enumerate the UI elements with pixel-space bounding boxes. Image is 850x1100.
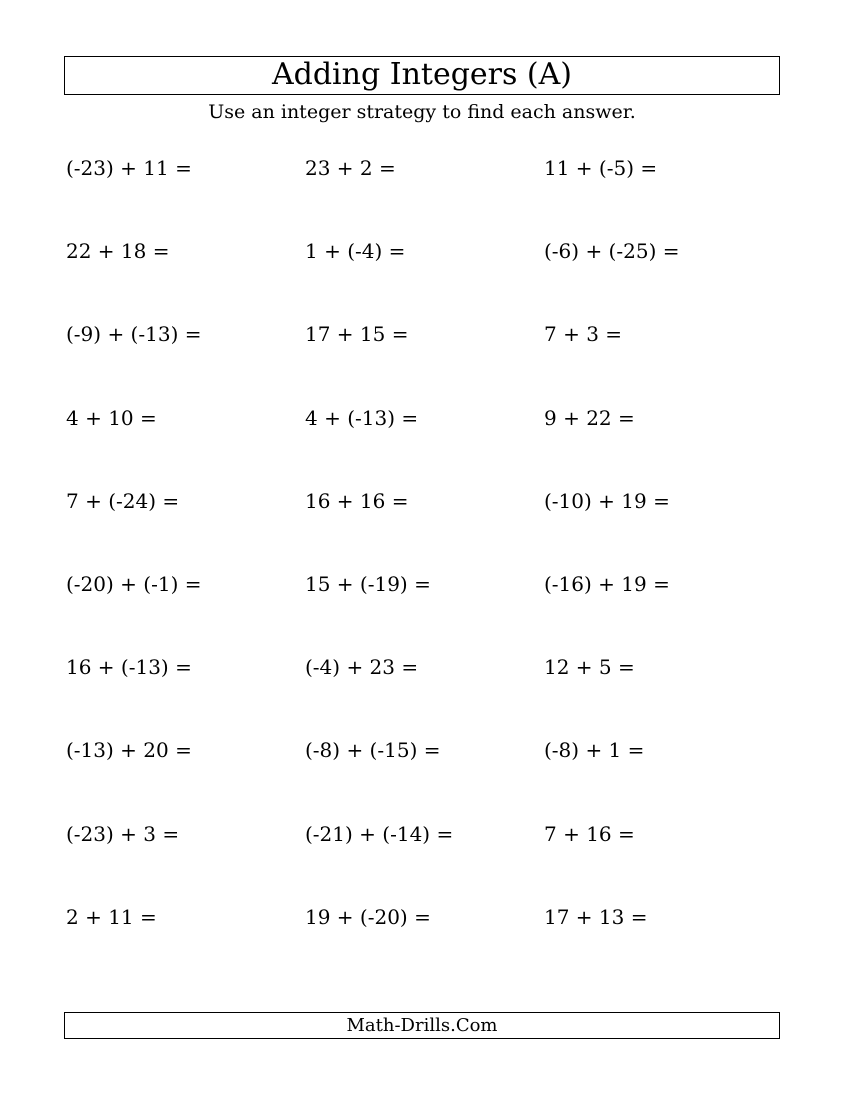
problem-16: (-20) + (-1) = xyxy=(66,571,202,596)
problem-13: 7 + (-24) = xyxy=(66,488,180,513)
problem-26: (-21) + (-14) = xyxy=(305,821,454,846)
problem-9: 7 + 3 = xyxy=(544,322,623,347)
problem-17: 15 + (-19) = xyxy=(305,571,431,596)
problem-30: 17 + 13 = xyxy=(544,904,648,929)
problem-3: 11 + (-5) = xyxy=(544,156,658,180)
problem-18: (-16) + 19 = xyxy=(544,571,670,596)
problem-7: (-9) + (-13) = xyxy=(66,322,202,347)
problem-22: (-13) + 20 = xyxy=(66,738,192,763)
instructions: Use an integer strategy to find each answer. xyxy=(208,101,636,123)
problem-28: 2 + 11 = xyxy=(66,904,157,929)
problem-grid xyxy=(66,154,782,986)
problem-14: 16 + 16 = xyxy=(305,488,409,513)
page-title: Adding Integers (A) xyxy=(271,56,572,92)
problem-2: 23 + 2 = xyxy=(305,156,396,180)
problem-20: (-4) + 23 = xyxy=(305,655,419,680)
problem-11: 4 + (-13) = xyxy=(305,405,419,430)
footer-site-name: Math-Drills.Com xyxy=(346,1014,498,1036)
problem-12: 9 + 22 = xyxy=(544,405,635,430)
problem-25: (-23) + 3 = xyxy=(66,821,180,846)
problem-10: 4 + 10 = xyxy=(66,405,157,430)
problem-24: (-8) + 1 = xyxy=(544,738,645,763)
footer-box xyxy=(64,1012,780,1039)
problem-5: 1 + (-4) = xyxy=(305,239,406,264)
problem-27: 7 + 16 = xyxy=(544,821,635,846)
problem-4: 22 + 18 = xyxy=(66,239,170,264)
problem-29: 19 + (-20) = xyxy=(305,904,431,929)
problem-23: (-8) + (-15) = xyxy=(305,738,441,763)
problem-8: 17 + 15 = xyxy=(305,322,409,347)
problem-6: (-6) + (-25) = xyxy=(544,239,680,264)
problem-21: 12 + 5 = xyxy=(544,655,635,680)
problem-15: (-10) + 19 = xyxy=(544,488,670,513)
title-box xyxy=(64,56,780,95)
problem-1: (-23) + 11 = xyxy=(66,156,192,180)
problem-19: 16 + (-13) = xyxy=(66,655,192,680)
